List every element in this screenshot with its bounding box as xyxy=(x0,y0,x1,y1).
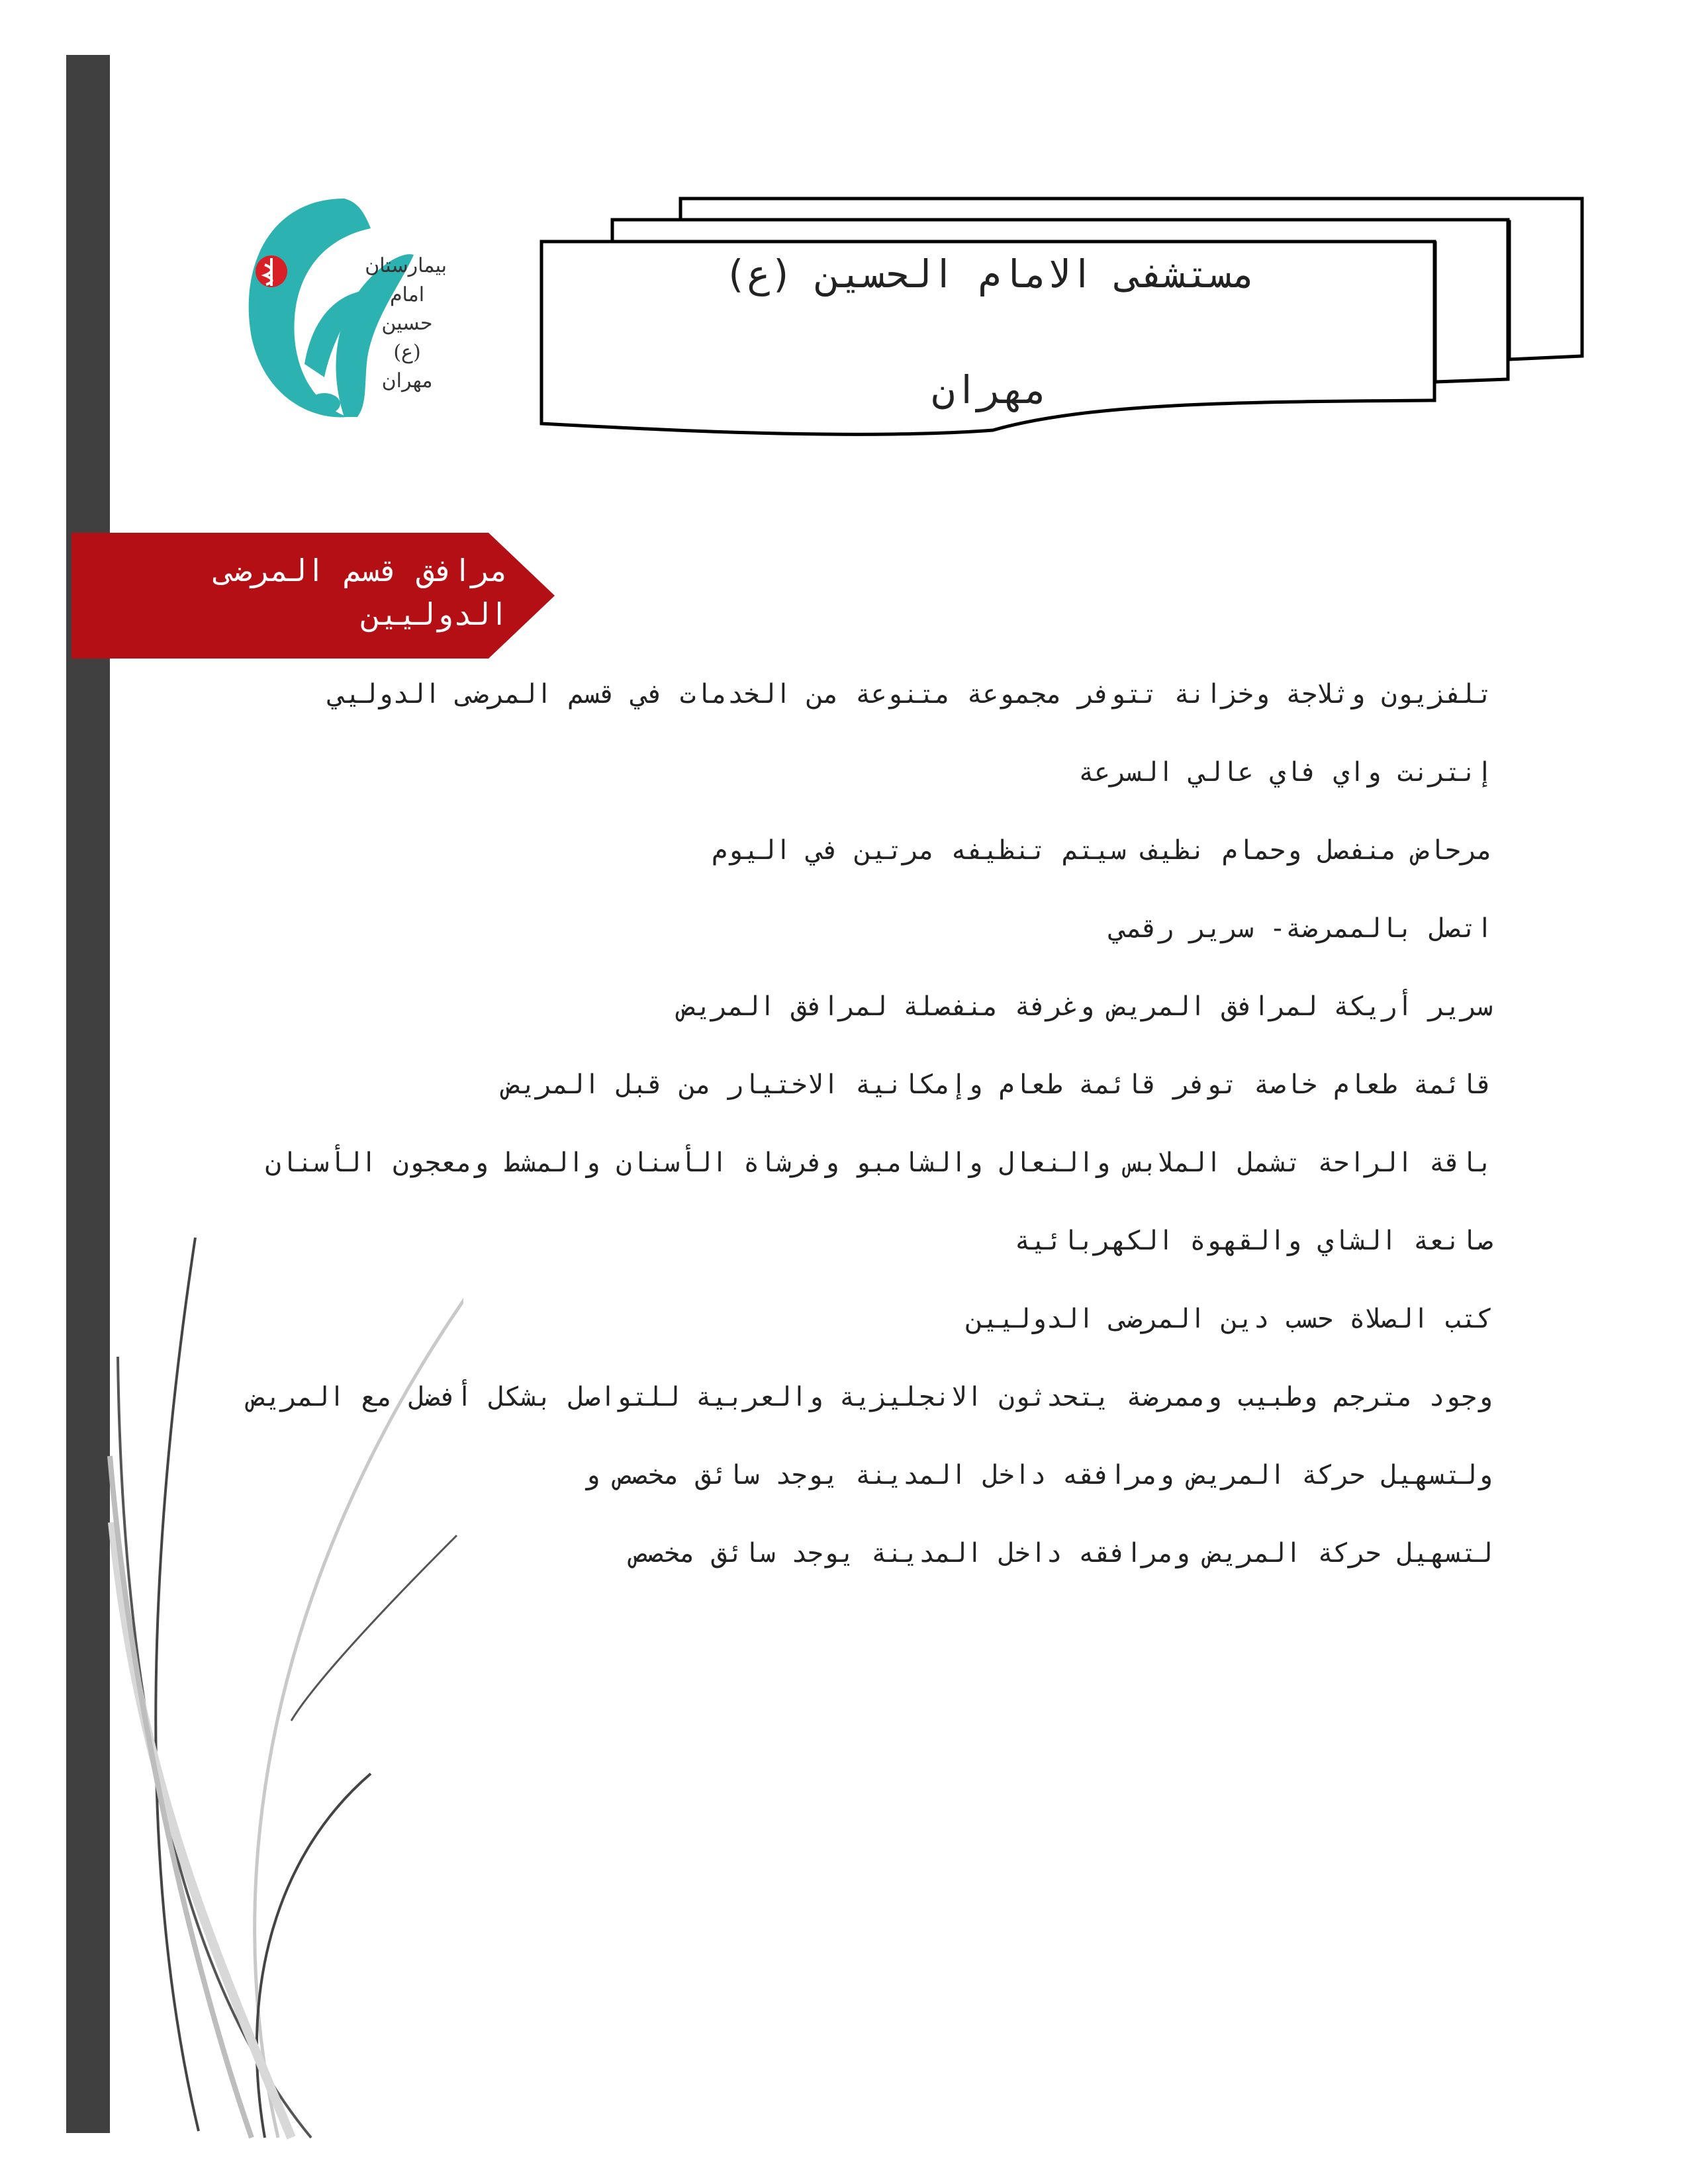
facility-item: قائمة طعام خاصة توفر قائمة طعام وإمكانية الاختيار من قبل المريض xyxy=(504,1069,1493,1100)
section-title: مرافق قسم المرضى الدوليين xyxy=(214,553,508,632)
facility-item: باقة الراحة تشمل الملابس والنعال والشامبو وفرشاة الأسنان والمشط ومعجون الأسنان xyxy=(265,1148,1493,1178)
facility-item: لتسهيل حركة المريض ومرافقه داخل المدينة يوجد سائق مخصص xyxy=(632,1538,1493,1569)
facility-item: وجود مترجم وطبيب وممرضة يتحدثون الانجليزية والعربية للتواصل بشكل أفضل مع المريض xyxy=(249,1382,1493,1412)
section-banner xyxy=(71,533,555,659)
facility-item: ولتسهيل حركة المريض ومرافقه داخل المدينة يوجد سائق مخصص و xyxy=(584,1460,1493,1490)
facilities-list xyxy=(212,665,1493,1602)
hospital-city: مهران xyxy=(931,367,1048,412)
logo-text-line: امام حسین (ع) xyxy=(381,283,433,364)
facility-item: صانعة الشاي والقهوة الكهربائية xyxy=(1014,1226,1493,1256)
facility-item: إنترنت واي فاي عالي السرعة xyxy=(1078,757,1493,788)
facility-item: اتصل بالممرضة- سرير رقمي xyxy=(1110,913,1493,944)
facility-item: مرحاض منفصل وحمام نظيف سيتم تنظيفه مرتين في اليوم xyxy=(711,835,1493,866)
facility-item: سرير أريكة لمرافق المريض وغرفة منفصلة لمرافق المريض xyxy=(679,991,1493,1022)
facility-item: تلفزيون وثلاجة وخزانة تتوفر مجموعة متنوعة من الخدمات في قسم المرضى الدوليي xyxy=(329,679,1493,709)
logo-text-line: مهران xyxy=(381,369,433,392)
logo-wordmark xyxy=(367,251,447,396)
logo-text-line: بیمارستان xyxy=(365,254,447,277)
hospital-title: مستشفى الامام الحسين (ع) xyxy=(724,251,1256,296)
facility-item: كتب الصلاة حسب دين المرضى الدوليين xyxy=(966,1304,1493,1334)
